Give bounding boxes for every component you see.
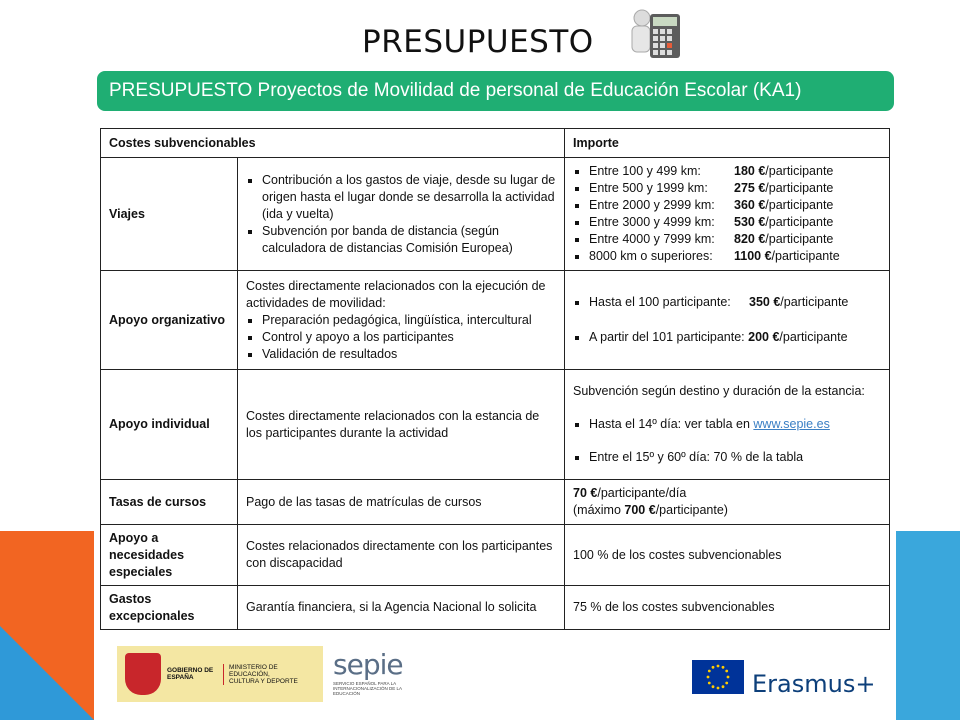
budget-table (100, 128, 890, 630)
list-item: ▪ Entre el 15º y 60º día: 70 % de la tabla (589, 449, 881, 466)
band-amount: 820 € (734, 232, 766, 246)
list-item (589, 294, 881, 311)
list-item (589, 214, 881, 231)
amount-value: 350 € (749, 295, 781, 309)
sepie-logo (333, 648, 429, 704)
eu-flag-icon (692, 660, 744, 694)
amount-value: 70 € (573, 486, 598, 500)
list-item: ▪ Preparación pedagógica, lingüística, intercultural (262, 312, 556, 329)
band-range: Entre 500 y 1999 km: (589, 181, 708, 195)
band-unit: /participante (765, 232, 834, 246)
amount-individual (565, 370, 890, 480)
category-excepcionales: Gastos excepcionales (101, 586, 238, 630)
band-unit: /participante (771, 249, 840, 263)
sepie-wordmark: sepie (333, 648, 403, 681)
amount-excepcionales: 75 % de los costes subvencionables (565, 586, 890, 630)
table-row-individual (101, 370, 890, 480)
amount-especiales: 100 % de los costes subvencionables (565, 525, 890, 586)
header-costes: Costes subvencionables (101, 129, 565, 158)
orange-decoration (0, 531, 94, 720)
table-row-tasas (101, 480, 890, 525)
band-amount: 1100 € (734, 249, 772, 263)
amount-value: 200 € (748, 330, 780, 344)
gobierno-text: GOBIERNO DE ESPAÑA (167, 667, 214, 681)
calculator-person-icon (628, 8, 686, 62)
blue-decoration (896, 531, 960, 720)
sepie-subtitle: SERVICIO ESPAÑOL PARA LA INTERNACIONALIZACIÓN DE LA EDUCACIÓN (333, 681, 402, 696)
page-title: PRESUPUESTO (362, 24, 594, 60)
amount-viajes (565, 158, 890, 271)
desc-intro: Costes directamente relacionados con la ejecución de actividades de movilidad: (246, 278, 546, 310)
amount-intro: Subvención según destino y duración de la estancia: (573, 384, 865, 398)
amount-line1 (573, 485, 881, 502)
band-range: Entre 100 y 499 km: (589, 164, 701, 178)
list-item (589, 416, 881, 433)
item-text: Hasta el 14º día: ver tabla en (589, 417, 754, 431)
amount-unit: /participante/día (597, 486, 687, 500)
list-item (589, 163, 881, 180)
desc-viajes (238, 158, 565, 271)
gobierno-logo (117, 646, 323, 702)
band-range: Entre 3000 y 4999 km: (589, 215, 715, 229)
band-unit: /participante (765, 164, 834, 178)
list-item: ▪ Contribución a los gastos de viaje, desde su lugar de origen hasta el lugar donde se desarrolla la actividad (ida y vuelta) (262, 172, 556, 223)
band-amount: 360 € (734, 198, 766, 212)
amount-tasas (565, 480, 890, 525)
amount-unit: /participante) (655, 503, 728, 517)
table-row-especiales (101, 525, 890, 586)
band-range: Entre 2000 y 2999 km: (589, 198, 715, 212)
band-amount: 180 € (734, 164, 766, 178)
amount-label: Hasta el 100 participante: (589, 295, 731, 309)
amount-label: A partir del 101 participante: (589, 330, 745, 344)
band-unit: /participante (765, 181, 834, 195)
list-item (589, 180, 881, 197)
table-row-organizativo (101, 271, 890, 370)
desc-excepcionales: Garantía financiera, si la Agencia Nacional lo solicita (238, 586, 565, 630)
band-range: 8000 km o superiores: (589, 249, 713, 263)
sepie-link[interactable]: www.sepie.es (753, 417, 830, 431)
desc-organizativo (238, 271, 565, 370)
list-item (589, 329, 881, 346)
category-tasas: Tasas de cursos (101, 480, 238, 525)
amount-value: 700 € (624, 503, 656, 517)
amount-prefix: (máximo (573, 503, 625, 517)
band-amount: 275 € (734, 181, 766, 195)
desc-especiales: Costes relacionados directamente con los participantes con discapacidad (238, 525, 565, 586)
category-especiales: Apoyo a necesidades especiales (101, 525, 238, 586)
amount-unit: /participante (780, 295, 849, 309)
logo-strip (97, 640, 895, 720)
desc-tasas: Pago de las tasas de matrículas de cursos (238, 480, 565, 525)
header-importe: Importe (565, 129, 890, 158)
category-viajes: Viajes (101, 158, 238, 271)
table-row-viajes (101, 158, 890, 271)
table-row-excepcionales (101, 586, 890, 630)
list-item: ▪ Validación de resultados (262, 346, 556, 363)
erasmus-logo-text: Erasmus+ (752, 670, 876, 698)
band-unit: /participante (765, 215, 834, 229)
list-item (589, 248, 881, 265)
amount-line2 (573, 502, 881, 519)
category-individual: Apoyo individual (101, 370, 238, 480)
blue-triangle-decoration (0, 626, 94, 720)
table-header-row (101, 129, 890, 158)
ministerio-text: MINISTERIO DE EDUCACIÓN, CULTURA Y DEPORTE (223, 664, 299, 685)
desc-individual: Costes directamente relacionados con la estancia de los participantes durante la actividad (238, 370, 565, 480)
list-item (589, 231, 881, 248)
band-amount: 530 € (734, 215, 766, 229)
list-item (589, 197, 881, 214)
category-organizativo: Apoyo organizativo (101, 271, 238, 370)
band-unit: /participante (765, 198, 834, 212)
section-banner: PRESUPUESTO Proyectos de Movilidad de personal de Educación Escolar (KA1) (97, 71, 894, 111)
band-range: Entre 4000 y 7999 km: (589, 232, 715, 246)
amount-organizativo (565, 271, 890, 370)
coat-of-arms-icon (125, 653, 161, 695)
list-item: ▪ Subvención por banda de distancia (según calculadora de distancias Comisión Europea) (262, 223, 556, 257)
amount-unit: /participante (779, 330, 848, 344)
list-item: ▪ Control y apoyo a los participantes (262, 329, 556, 346)
